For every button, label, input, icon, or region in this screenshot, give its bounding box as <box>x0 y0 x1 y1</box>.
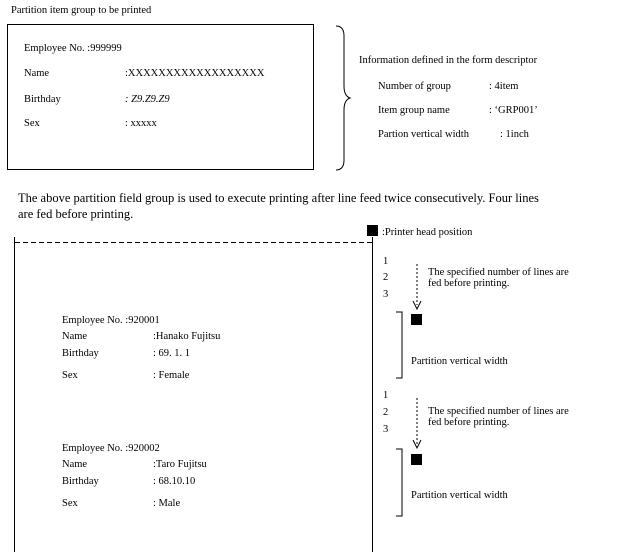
form-name-label: Name <box>24 68 50 79</box>
explanation-line-2: are fed before printing. <box>18 207 134 221</box>
record-2-name-label: Name <box>62 459 88 470</box>
info-vertical-width-value: : 1inch <box>500 129 529 140</box>
printer-head-marker-2 <box>411 454 422 465</box>
info-group-count-value: : 4item <box>489 81 519 92</box>
line-number: 1 <box>383 256 389 267</box>
line-number: 1 <box>383 390 389 401</box>
form-birthday-label: Birthday <box>24 94 61 105</box>
line-feed-note-1b: fed before printing. <box>428 278 510 289</box>
record-1-employee-no: Employee No. :920001 <box>62 315 160 326</box>
info-title: Information defined in the form descriptor <box>359 55 538 66</box>
line-number: 2 <box>383 407 389 418</box>
form-employee-no: Employee No. :999999 <box>24 43 122 54</box>
line-number: 2 <box>383 272 389 283</box>
form-sex-value: : xxxxx <box>125 118 157 129</box>
explanation-line-1: The above partition field group is used to execute printing after line feed twice consecutively. Four lines <box>18 191 539 205</box>
record-2-name-value: :Taro Fujitsu <box>153 459 207 470</box>
printer-head-marker-1 <box>411 314 422 325</box>
line-feed-note-2b: fed before printing. <box>428 417 510 428</box>
info-group-count-label: Number of group <box>378 81 451 92</box>
record-1-sex-label: Sex <box>62 370 78 381</box>
partition-bracket-1 <box>396 312 402 378</box>
info-group-name-label: Item group name <box>378 105 450 116</box>
info-group-name-value: : ‘GRP001’ <box>489 105 538 116</box>
line-number: 3 <box>383 424 389 435</box>
line-feed-note-1a: The specified number of lines are <box>428 267 569 278</box>
record-2-birthday-value: : 68.10.10 <box>153 476 196 487</box>
partition-group-caption: Partition item group to be printed <box>11 5 152 16</box>
line-feed-note-2a: The specified number of lines are <box>428 406 569 417</box>
record-1-name-value: :Hanako Fujitsu <box>153 331 221 342</box>
partition-bracket-2 <box>396 449 402 516</box>
printer-head-marker-legend <box>367 225 378 236</box>
record-1-birthday-value: : 69. 1. 1 <box>153 348 191 359</box>
record-1-name-label: Name <box>62 331 88 342</box>
partition-width-label-2: Partition vertical width <box>411 490 508 501</box>
form-name-value: :XXXXXXXXXXXXXXXXXX <box>125 68 265 79</box>
form-sex-label: Sex <box>24 118 40 129</box>
partition-width-label-1: Partition vertical width <box>411 356 508 367</box>
record-1-birthday-label: Birthday <box>62 348 99 359</box>
form-birthday-value: : Z9.Z9.Z9 <box>125 94 170 105</box>
record-2-employee-no: Employee No. :920002 <box>62 443 160 454</box>
record-2-birthday-label: Birthday <box>62 476 99 487</box>
record-2-sex-value: : Male <box>153 498 181 509</box>
record-1-sex-value: : Female <box>153 370 190 381</box>
curly-brace <box>336 26 350 170</box>
printer-head-label: :Printer head position <box>382 227 473 238</box>
info-vertical-width-label: Partion vertical width <box>378 129 469 140</box>
record-2-sex-label: Sex <box>62 498 78 509</box>
line-number: 3 <box>383 289 389 300</box>
